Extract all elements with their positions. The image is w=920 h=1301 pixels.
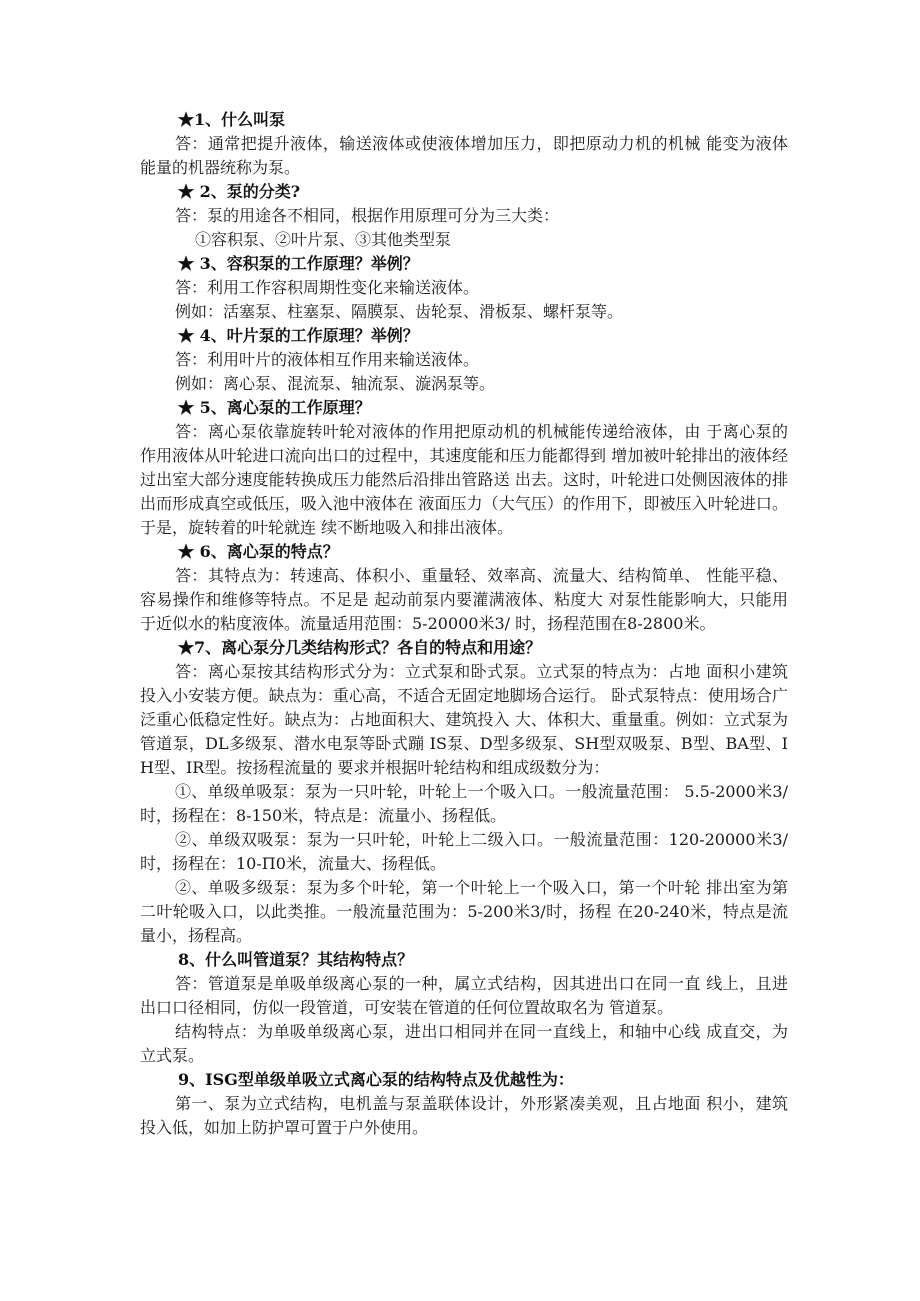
answer-paragraph: 答：离心泵按其结构形式分为：立式泵和卧式泵。立式泵的特点为：占地 面积小建筑投入小安装方便。缺点为：重心高，不适合无固定地脚场合运行。 卧式泵特点：使用场合广泛重心低稳定性好。缺点为：占地面积大、建筑投入 大、体积大、重量重。例如：立式泵为管道泵，DL多级泵、潜水电泵等卧式蹦 IS泵、D型多级泵、SH型双吸泵、B型、BA型、IH型、IR型。按扬程流量的 要求并根据叶轮结构和组成级数分为： xyxy=(140,662,788,777)
heading-q5: ★ 5、离心泵的工作原理？ xyxy=(178,398,371,417)
heading-q6: ★ 6、离心泵的特点？ xyxy=(178,542,339,561)
answer-paragraph: 答：通常把提升液体，输送液体或使液体增加压力，即把原动力机的机械 能变为液体能量的机器统称为泵。 xyxy=(140,134,788,177)
answer-list-line: ①容积泵、②叶片泵、③其他类型泵 xyxy=(195,230,452,249)
answer-paragraph: 结构特点：为单吸单级离心泵，进出口相同并在同一直线上，和轴中心线 成直交，为立式泵。 xyxy=(140,1022,788,1065)
answer-paragraph: 答：管道泵是单吸单级离心泵的一种，属立式结构，因其进出口在同一直 线上，且进出口口径相同，仿似一段管道，可安装在管道的任何位置故取名为 管道泵。 xyxy=(140,974,788,1017)
answer-paragraph: 答：离心泵依靠旋转叶轮对液体的作用把原动机的机械能传递给液体，由 于离心泵的作用液体从叶轮进口流向出口的过程中，其速度能和压力能都得到 增加被叶轮排出的液体经过出室大部分速度能转换成压力能然后沿排出管路送 出去。这时，叶轮进口处侧因液体的排出而形成真空或低压，吸入池中液体在 液面压力（大气压）的作用下，即被压入叶轮进口。于是，旋转着的叶轮就连 续不断地吸入和排出液体。 xyxy=(140,422,788,537)
answer-paragraph: ①、单级单吸泵：泵为一只叶轮，叶轮上一个吸入口。一般流量范围： 5.5-2000米3/时，扬程在：8-150米，特点是：流量小、扬程低。 xyxy=(140,782,788,825)
answer-paragraph: 答：其特点为：转速高、体积小、重量轻、效率高、流量大、结构简单、 性能平稳、容易操作和维修等特点。不足是 起动前泵内要灌满液体、粘度大 对泵性能影响大，只能用于近似水的粘度液体。流量适用范围：5-20000米3/ 时，扬程范围在8-2800米。 xyxy=(140,566,788,633)
document-page xyxy=(140,108,788,1140)
example-paragraph: 例如：离心泵、混流泵、轴流泵、漩涡泵等。 xyxy=(175,374,496,393)
heading-q9: 9、ISG型单级单吸立式离心泵的结构特点及优越性为： xyxy=(178,1070,574,1089)
example-paragraph: 例如：活塞泵、柱塞泵、隔膜泵、齿轮泵、滑板泵、螺杆泵等。 xyxy=(175,302,624,321)
answer-paragraph: 答：泵的用途各不相同，根据作用原理可分为三大类： xyxy=(175,206,560,225)
heading-q7: ★7、离心泵分几类结构形式？各自的特点和用途？ xyxy=(178,638,542,657)
heading-q8: 8、什么叫管道泵？其结构特点？ xyxy=(178,950,414,969)
answer-paragraph: 答：利用工作容积周期性变化来输送液体。 xyxy=(175,278,480,297)
answer-paragraph: ②、单吸多级泵：泵为多个叶轮，第一个叶轮上一个吸入口，第一个叶轮 排出室为第二叶轮吸入口，以此类推。一般流量范围为：5-200米3/时，扬程 在20-240米，特点是流量小，扬程高。 xyxy=(140,878,788,945)
answer-paragraph: 答：利用叶片的液体相互作用来输送液体。 xyxy=(175,350,480,369)
heading-q3: ★ 3、容积泵的工作原理？举例？ xyxy=(178,254,419,273)
heading-q1: ★1、什么叫泵 xyxy=(178,110,286,129)
answer-paragraph: ②、单级双吸泵：泵为一只叶轮，叶轮上二级入口。一般流量范围：120-20000米3/时，扬程在：10-Π0米，流量大、扬程低。 xyxy=(140,830,788,873)
heading-q2: ★ 2、泵的分类? xyxy=(178,182,301,201)
heading-q4: ★ 4、叶片泵的工作原理？举例？ xyxy=(178,326,419,345)
answer-paragraph: 第一、泵为立式结构，电机盖与泵盖联体设计，外形紧凑美观，且占地面 积小，建筑投入低，如加上防护罩可置于户外使用。 xyxy=(140,1094,788,1137)
